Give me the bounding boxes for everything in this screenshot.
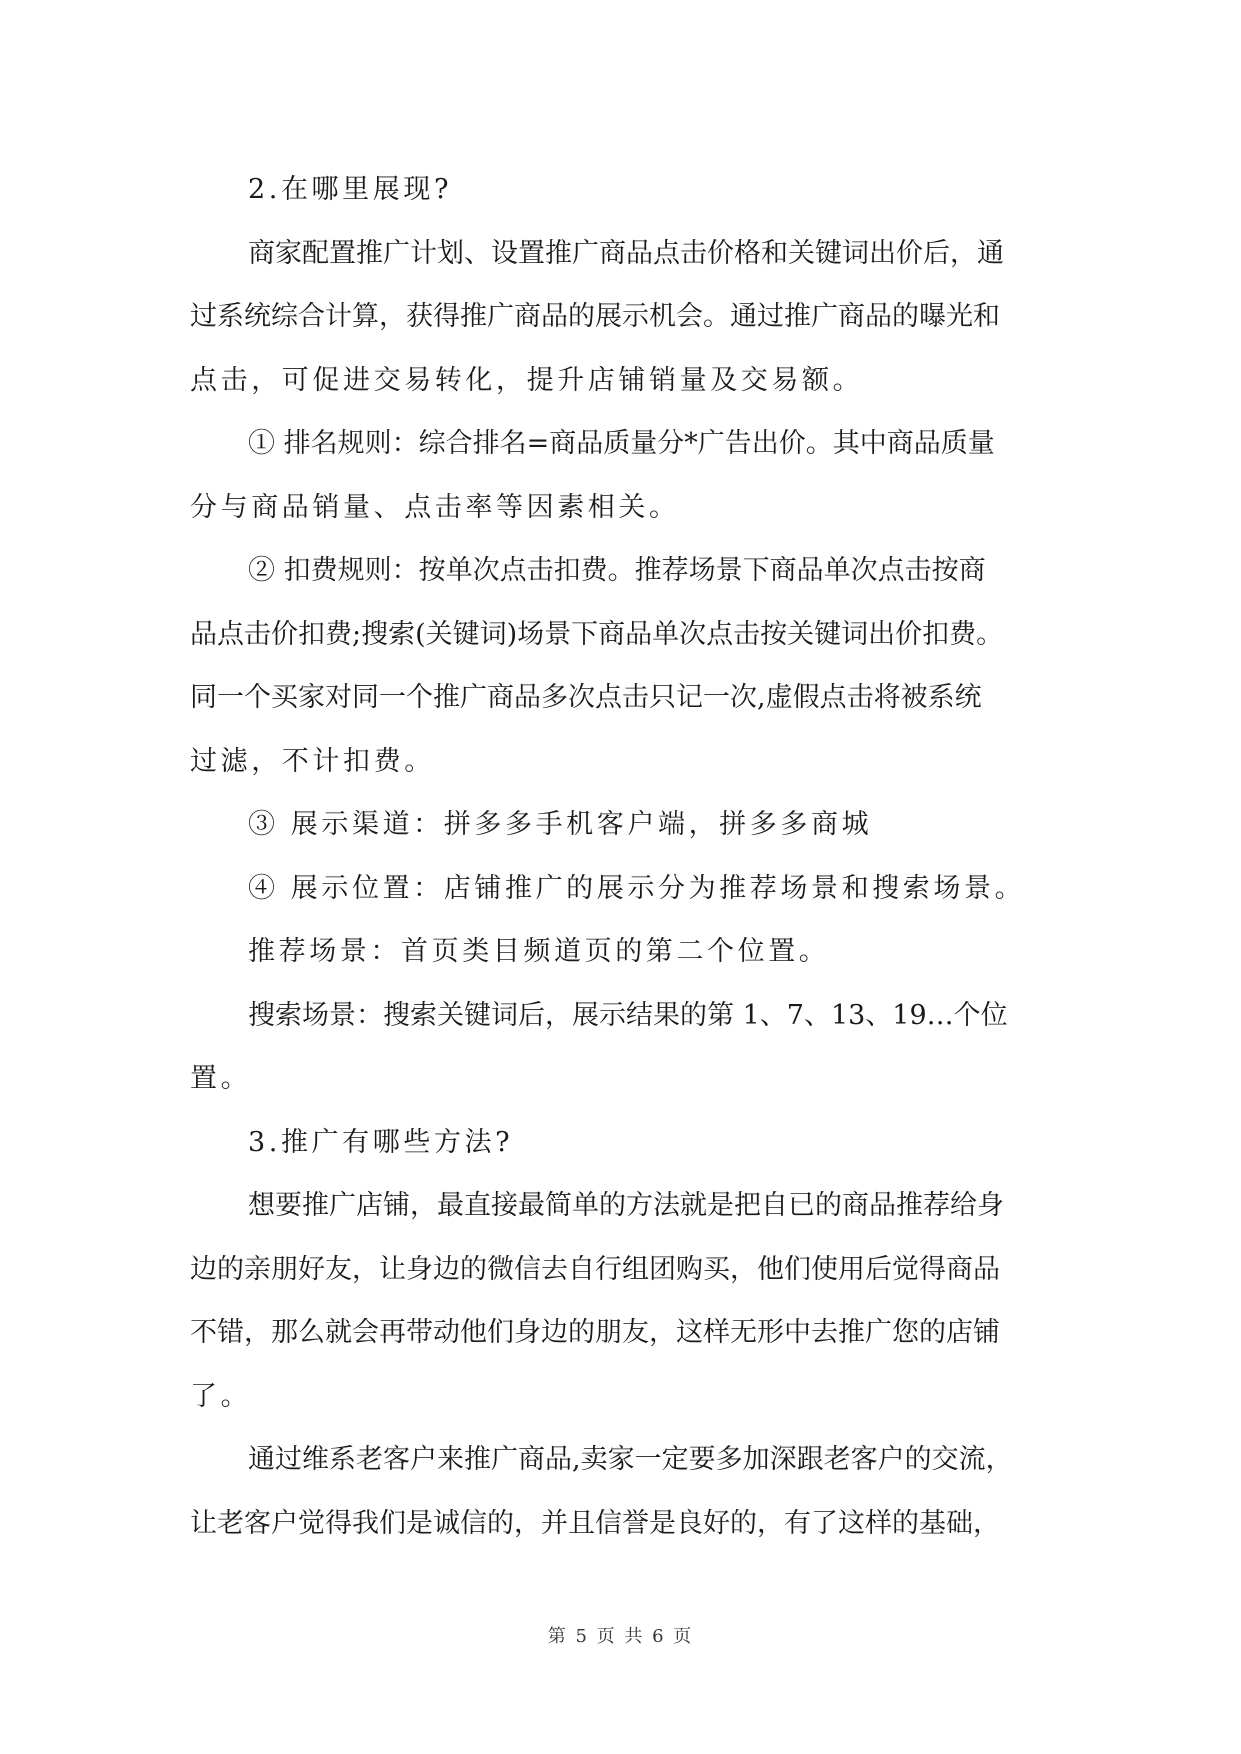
paragraph — [190, 539, 1050, 793]
paragraph-line: 点击，可促进交易转化，提升店铺销量及交易额。 — [190, 364, 864, 396]
paragraph-line: 品点击价扣费;搜索(关键词)场景下商品单次点击按关键词出价扣费。 — [190, 618, 1004, 650]
paragraph-line: 过系统综合计算，获得推广商品的展示机会。通过推广商品的曝光和 — [190, 301, 1000, 332]
paragraph — [190, 222, 1050, 413]
paragraph-line: 想要推广店铺，最直接最简单的方法就是把自已的商品推荐给身 — [248, 1190, 1004, 1221]
paragraph-line: 3.推广有哪些方法? — [248, 1126, 514, 1158]
document-body — [190, 158, 1050, 1555]
paragraph-line: 通过维系老客户来推广商品,卖家一定要多加深跟老客户的交流， — [248, 1444, 1013, 1475]
paragraph-line: ② 扣费规则：按单次点击扣费。推荐场景下商品单次点击按商 — [248, 555, 986, 586]
paragraph-line: ③ 展示渠道：拼多多手机客户端，拼多多商城 — [248, 809, 873, 840]
paragraph-line: 2.在哪里展现? — [248, 174, 453, 205]
paragraph — [190, 793, 1050, 857]
paragraph-line: 边的亲朋好友，让身边的微信去自行组团购买，他们使用后觉得商品 — [190, 1253, 1000, 1285]
paragraph-line: 了。 — [190, 1380, 252, 1412]
paragraph-line: 分与商品销量、点击率等因素相关。 — [190, 491, 680, 523]
paragraph-line: ① 排名规则：综合排名=商品质量分*广告出价。其中商品质量 — [248, 428, 995, 459]
paragraph — [190, 158, 1050, 222]
paragraph — [190, 1111, 1050, 1175]
paragraph-line: ④ 展示位置：店铺推广的展示分为推荐场景和搜索场景。 — [248, 872, 1026, 904]
page-footer: 第 5 页 共 6 页 — [547, 1626, 694, 1647]
paragraph-line: 同一个买家对同一个推广商品多次点击只记一次,虚假点击将被系统 — [190, 682, 982, 713]
paragraph-line: 搜索场景：搜索关键词后，展示结果的第 1、7、13、19…个位 — [248, 999, 1008, 1031]
paragraph — [190, 1174, 1050, 1428]
paragraph — [190, 920, 1050, 984]
paragraph — [190, 857, 1050, 921]
paragraph-line: 过滤，不计扣费。 — [190, 745, 435, 777]
paragraph — [190, 412, 1050, 539]
paragraph-line: 让老客户觉得我们是诚信的，并且信誉是良好的，有了这样的基础， — [190, 1507, 1000, 1539]
paragraph-line: 推荐场景：首页类目频道页的第二个位置。 — [248, 936, 830, 967]
paragraph — [190, 1428, 1050, 1555]
paragraph-line: 不错，那么就会再带动他们身边的朋友，这样无形中去推广您的店铺 — [190, 1317, 1000, 1348]
paragraph-line: 商家配置推广计划、设置推广商品点击价格和关键词出价后，通 — [248, 237, 1004, 269]
paragraph-line: 置。 — [190, 1063, 252, 1094]
paragraph — [190, 984, 1050, 1111]
